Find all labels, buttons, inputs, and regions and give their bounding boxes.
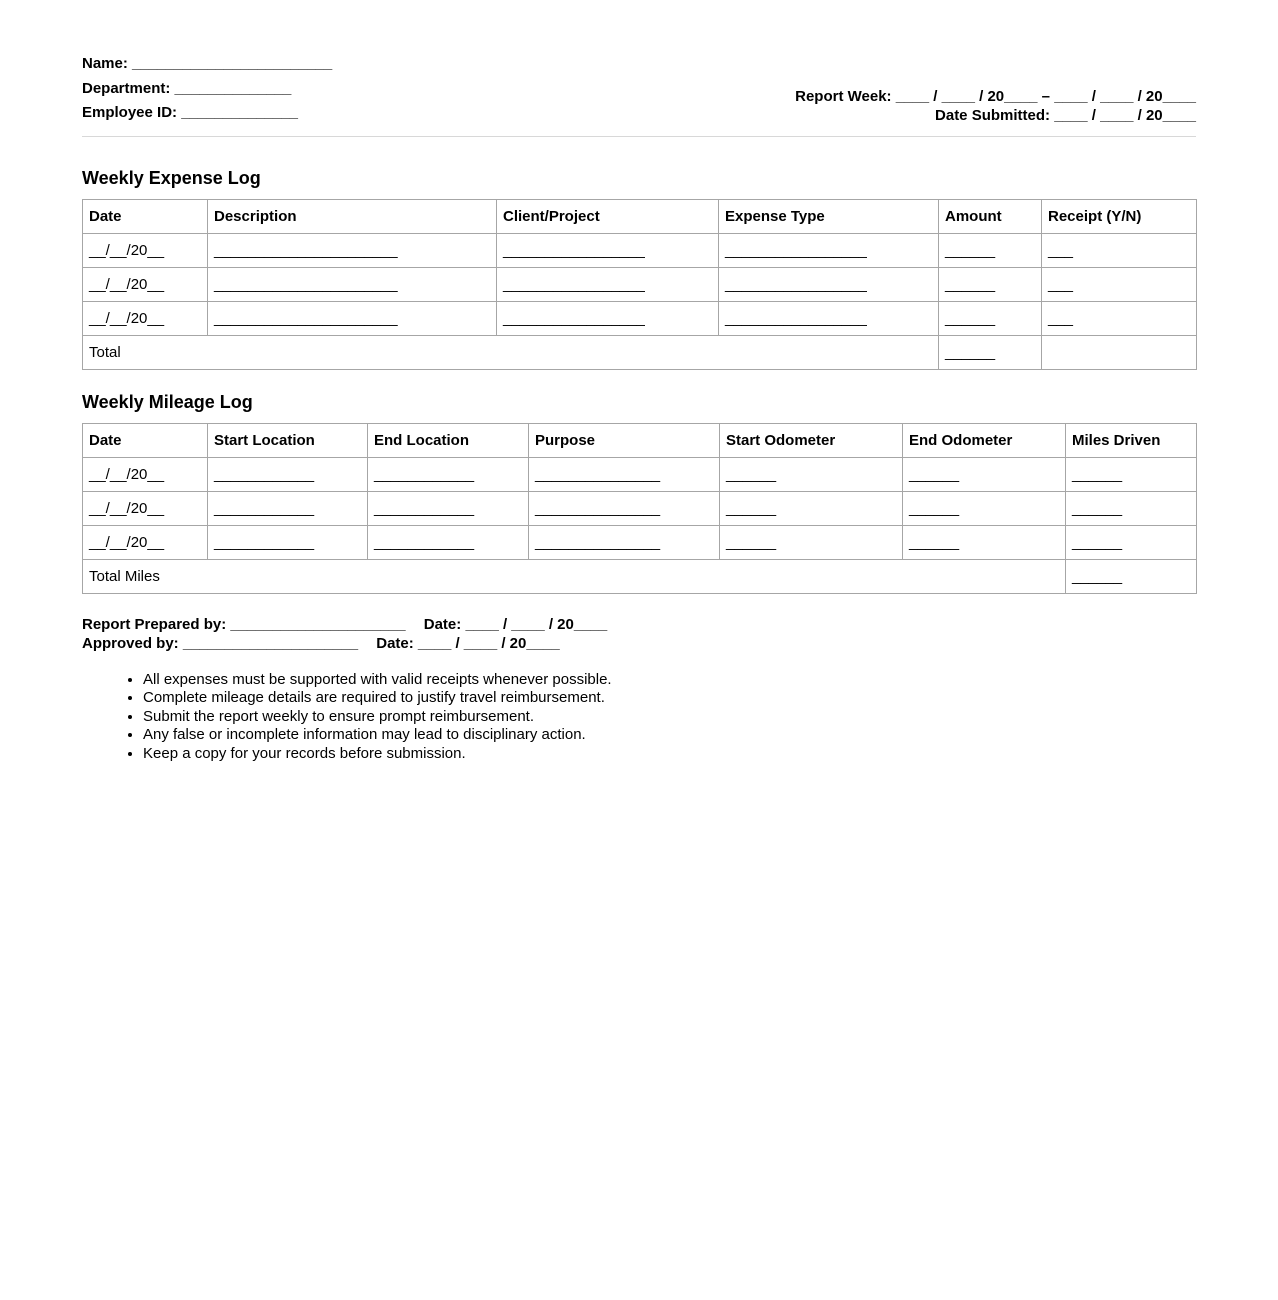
- prepared-by-blank: _____________________: [230, 616, 406, 633]
- expense-col-date: Date: [83, 200, 208, 234]
- report-week-field: [795, 88, 1196, 107]
- department-blank: ______________: [174, 79, 292, 97]
- expense-cell-amount: ______: [939, 234, 1042, 268]
- expense-total-receipt-empty: [1042, 336, 1197, 370]
- mileage-total-row: [83, 560, 1197, 594]
- expense-cell-amount: ______: [939, 302, 1042, 336]
- expense-cell-amount: ______: [939, 268, 1042, 302]
- expense-cell-date: __/__/20__: [83, 234, 208, 268]
- approved-by-label: Approved by:: [82, 634, 179, 652]
- report-week-label: Report Week:: [795, 88, 892, 105]
- report-dates-block: [795, 88, 1196, 125]
- date-submitted-blanks: ____ / ____ / 20____: [1054, 106, 1196, 124]
- prepared-by-line: [82, 616, 607, 635]
- department-field: [82, 77, 332, 102]
- employee-id-field: [82, 101, 332, 126]
- mileage-cell-start-location: ____________: [208, 526, 368, 560]
- mileage-cell-miles-driven: ______: [1066, 458, 1197, 492]
- mileage-row: [83, 492, 1197, 526]
- header-divider: [82, 136, 1196, 137]
- expense-cell-date: __/__/20__: [83, 268, 208, 302]
- expense-total-label: Total: [83, 336, 939, 370]
- mileage-total-blank: ______: [1066, 560, 1197, 594]
- expense-cell-description: ______________________: [208, 234, 497, 268]
- mileage-cell-start-odometer: ______: [720, 458, 903, 492]
- expense-total-blank: ______: [939, 336, 1042, 370]
- mileage-row: [83, 526, 1197, 560]
- mileage-col-start-location: Start Location: [208, 424, 368, 458]
- mileage-cell-end-location: ____________: [368, 526, 529, 560]
- expense-cell-date: __/__/20__: [83, 302, 208, 336]
- expense-cell-expense-type: _________________: [719, 268, 939, 302]
- mileage-cell-date: __/__/20__: [83, 458, 208, 492]
- mileage-row: [83, 458, 1197, 492]
- expense-cell-receipt: ___: [1042, 234, 1197, 268]
- date-submitted-field: [795, 107, 1196, 126]
- mileage-cell-end-location: ____________: [368, 492, 529, 526]
- expense-row: [83, 302, 1197, 336]
- mileage-col-date: Date: [83, 424, 208, 458]
- mileage-cell-purpose: _______________: [529, 492, 720, 526]
- expense-row: [83, 234, 1197, 268]
- expense-log-title: Weekly Expense Log: [82, 168, 261, 188]
- mileage-cell-date: __/__/20__: [83, 526, 208, 560]
- expense-cell-client-project: _________________: [497, 234, 719, 268]
- expense-cell-description: ______________________: [208, 302, 497, 336]
- mileage-col-purpose: Purpose: [529, 424, 720, 458]
- mileage-cell-start-location: ____________: [208, 458, 368, 492]
- expense-cell-receipt: ___: [1042, 268, 1197, 302]
- prepared-date-blanks: ____ / ____ / 20____: [465, 616, 608, 633]
- employee-id-label: Employee ID:: [82, 104, 178, 122]
- policy-notes-list: [82, 671, 612, 763]
- approved-by-blank: _____________________: [182, 634, 359, 652]
- mileage-cell-start-odometer: ______: [720, 526, 903, 560]
- mileage-cell-end-odometer: ______: [903, 526, 1066, 560]
- expense-cell-client-project: _________________: [497, 268, 719, 302]
- employee-id-blank: ______________: [181, 104, 298, 122]
- department-label: Department:: [82, 79, 171, 97]
- expense-header-row: [83, 200, 1197, 234]
- mileage-cell-purpose: _______________: [529, 526, 720, 560]
- mileage-total-label: Total Miles: [83, 560, 1066, 594]
- approved-date-blanks: ____ / ____ / 20____: [417, 634, 560, 652]
- expense-col-receipt: Receipt (Y/N): [1042, 200, 1197, 234]
- name-field: [82, 52, 332, 77]
- mileage-col-end-odometer: End Odometer: [903, 424, 1066, 458]
- name-blank: ________________________: [132, 55, 333, 72]
- mileage-log-table: [82, 423, 1197, 594]
- expense-cell-expense-type: _________________: [719, 302, 939, 336]
- mileage-cell-end-location: ____________: [368, 458, 529, 492]
- expense-cell-description: ______________________: [208, 268, 497, 302]
- report-week-blanks: ____ / ____ / 20____ – ____ / ____ / 20____: [895, 88, 1196, 105]
- mileage-cell-start-location: ____________: [208, 492, 368, 526]
- expense-total-row: [83, 336, 1197, 370]
- mileage-cell-miles-driven: ______: [1066, 526, 1197, 560]
- expense-row: [83, 268, 1197, 302]
- policy-note: • All expenses must be supported with valid receipts whenever possible.: [143, 671, 612, 689]
- prepared-date-label: Date:: [423, 616, 462, 633]
- mileage-log-title: Weekly Mileage Log: [82, 392, 253, 412]
- mileage-header-row: [83, 424, 1197, 458]
- policy-note: • Any false or incomplete information may lead to disciplinary action.: [143, 726, 612, 744]
- expense-col-expense-type: Expense Type: [719, 200, 939, 234]
- approved-by-line: [82, 635, 607, 654]
- mileage-cell-end-odometer: ______: [903, 458, 1066, 492]
- mileage-cell-miles-driven: ______: [1066, 492, 1197, 526]
- date-submitted-label: Date Submitted:: [935, 106, 1051, 124]
- expense-col-description: Description: [208, 200, 497, 234]
- employee-info-block: [82, 52, 332, 126]
- prepared-by-label: Report Prepared by:: [82, 616, 227, 633]
- mileage-col-miles-driven: Miles Driven: [1066, 424, 1197, 458]
- mileage-col-start-odometer: Start Odometer: [720, 424, 903, 458]
- policy-note: • Submit the report weekly to ensure prompt reimbursement.: [143, 708, 612, 726]
- mileage-cell-date: __/__/20__: [83, 492, 208, 526]
- name-label: Name:: [82, 55, 128, 72]
- expense-cell-receipt: ___: [1042, 302, 1197, 336]
- mileage-cell-end-odometer: ______: [903, 492, 1066, 526]
- mileage-cell-start-odometer: ______: [720, 492, 903, 526]
- signature-block: [82, 616, 607, 653]
- policy-note: • Complete mileage details are required to justify travel reimbursement.: [143, 689, 612, 707]
- expense-cell-expense-type: _________________: [719, 234, 939, 268]
- expense-col-amount: Amount: [939, 200, 1042, 234]
- approved-date-label: Date:: [376, 634, 414, 652]
- mileage-col-end-location: End Location: [368, 424, 529, 458]
- mileage-cell-purpose: _______________: [529, 458, 720, 492]
- expense-col-client-project: Client/Project: [497, 200, 719, 234]
- policy-note: • Keep a copy for your records before submission.: [143, 745, 612, 763]
- expense-cell-client-project: _________________: [497, 302, 719, 336]
- expense-log-table: [82, 199, 1197, 370]
